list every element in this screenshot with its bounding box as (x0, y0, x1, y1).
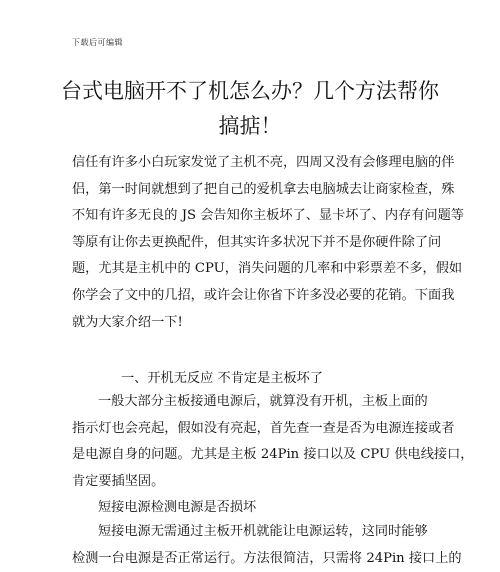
subsection-line: 检测一台电源是否正常运行。方法很简洁，只需将 24Pin 接口上的 (72, 550, 462, 566)
subsection-line: 短接电源无需通过主板开机就能让电源运转，这同时能够 (98, 524, 428, 539)
section-line: 一般大部分主板接通电源后，就算没有开机，主板上面的 (98, 394, 428, 409)
intro-paragraph (72, 150, 464, 336)
document-title (60, 74, 440, 144)
section-paragraph (72, 389, 474, 495)
header-note: 下载后可编辑 (72, 38, 123, 47)
intro-line: 侣，第一时间就想到了把自己的爱机拿去电脑城去让商家检查，殊 (72, 181, 455, 197)
section-line: 肯定要插坚固。 (72, 473, 165, 489)
section-heading: 一、开机无反应 不肯定是主板坏了 (121, 371, 324, 386)
intro-line: 等原有让你去更换配件，但其实许多状况下并不是你硬件除了问 (72, 234, 442, 250)
intro-line: 不知有许多无良的 JS 会告知你主板坏了、显卡坏了、内存有问题等 (72, 208, 464, 224)
intro-line: 你学会了文中的几招，或许会让你省下许多没必要的花销。下面我 (72, 287, 455, 303)
subsection-paragraph (72, 519, 462, 572)
title-line-2: 搞掂！ (218, 114, 282, 138)
section-line: 指示灯也会亮起，假如没有亮起，首先查一查是否为电源连接或者 (72, 420, 455, 436)
section-line: 是电源自身的问题。尤其是主板 24Pin 接口以及 CPU 供电线接口， (72, 447, 474, 463)
subsection-heading: 短接电源检测电源是否损坏 (98, 500, 257, 515)
title-line-1: 台式电脑开不了机怎么办？几个方法帮你 (61, 79, 439, 103)
intro-line: 信任有许多小白玩家发觉了主机不亮，四周又没有会修理电脑的伴 (72, 155, 455, 170)
intro-line: 就为大家介绍一下! (72, 314, 183, 330)
intro-line: 题，尤其是主机中的 CPU，消失问题的几率和中彩票差不多，假如 (72, 261, 463, 277)
